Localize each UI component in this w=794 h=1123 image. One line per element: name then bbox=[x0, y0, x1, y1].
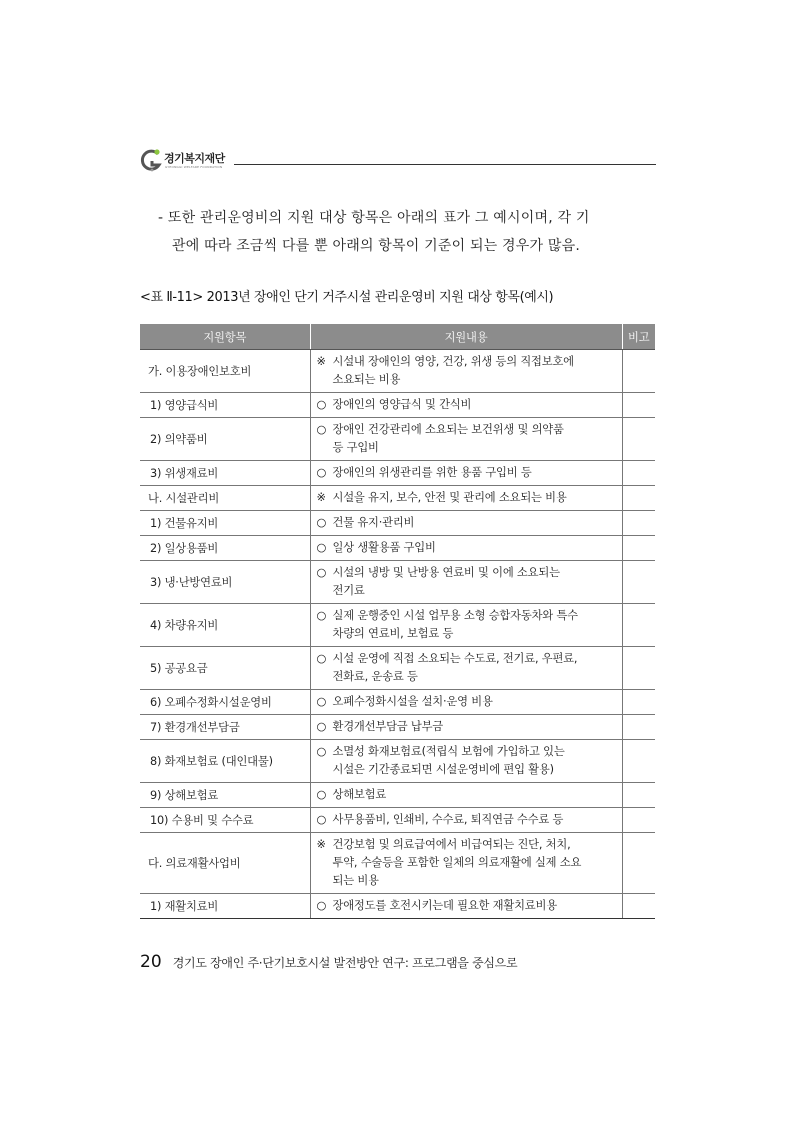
support-content-cell bbox=[310, 461, 622, 486]
note-cell bbox=[622, 894, 655, 919]
support-item-cell bbox=[140, 418, 310, 461]
support-item-label: 나. 시설관리비 bbox=[148, 492, 220, 505]
table-row bbox=[140, 486, 655, 511]
support-content-cell bbox=[310, 393, 622, 418]
support-content-cell bbox=[310, 740, 622, 783]
header-support-content: 지원내용 bbox=[310, 324, 622, 350]
note-cell bbox=[622, 418, 655, 461]
support-item-label: 다. 의료재활사업비 bbox=[148, 857, 241, 870]
support-content-cell bbox=[310, 350, 622, 393]
table-row bbox=[140, 461, 655, 486]
support-item-label: 10) 수용비 및 수수료 bbox=[150, 814, 254, 827]
table-caption: <표 Ⅱ-11> 2013년 장애인 단기 거주시설 관리운영비 지원 대상 항목(예시) bbox=[140, 290, 554, 305]
support-item-cell bbox=[140, 511, 310, 536]
support-content-cell bbox=[310, 511, 622, 536]
support-items-table bbox=[140, 324, 655, 919]
support-content-cell bbox=[310, 808, 622, 833]
table-row bbox=[140, 418, 655, 461]
support-content-line: 투약, 수술등을 포함한 일체의 의료재활에 실제 소요 bbox=[332, 856, 582, 869]
note-cell bbox=[622, 461, 655, 486]
intro-line-1: - 또한 관리운영비의 지원 대상 항목은 아래의 표가 그 예시이며, 각 기 bbox=[158, 210, 590, 226]
support-content-line: 시설을 유지, 보수, 안전 및 관리에 소요되는 비용 bbox=[332, 491, 567, 504]
page-number: 20 bbox=[140, 952, 162, 972]
org-name: 경기복지재단 bbox=[164, 152, 225, 165]
note-cell bbox=[622, 647, 655, 690]
note-cell bbox=[622, 715, 655, 740]
support-content-line: 환경개선부담금 납부금 bbox=[332, 720, 444, 733]
bullet-mark: ○ bbox=[316, 566, 327, 579]
support-item-label: 1) 재활치료비 bbox=[150, 900, 219, 913]
intro-paragraph bbox=[158, 204, 658, 260]
support-content-cell bbox=[310, 536, 622, 561]
header-divider bbox=[234, 164, 656, 165]
table-row bbox=[140, 894, 655, 919]
header-note: 비고 bbox=[622, 324, 655, 350]
support-content-line: 상해보험료 bbox=[332, 788, 387, 801]
bullet-mark: ○ bbox=[316, 609, 327, 622]
note-cell bbox=[622, 808, 655, 833]
foundation-logo-icon bbox=[140, 148, 162, 174]
support-item-label: 7) 환경개선부담금 bbox=[150, 721, 240, 734]
support-item-label: 1) 영양급식비 bbox=[150, 399, 219, 412]
support-content-line: 소멸성 화재보험료(적립식 보험에 가입하고 있는 bbox=[332, 745, 565, 758]
support-content-cell bbox=[310, 418, 622, 461]
bullet-mark: ○ bbox=[316, 813, 327, 826]
support-item-label: 2) 일상용품비 bbox=[150, 542, 219, 555]
reference-mark: ※ bbox=[316, 355, 326, 368]
support-content-line: 오폐수정화시설을 설치·운영 비용 bbox=[332, 695, 493, 708]
support-item-cell bbox=[140, 690, 310, 715]
table-row bbox=[140, 808, 655, 833]
support-item-cell bbox=[140, 461, 310, 486]
support-content-line: 시설은 기간종료되면 시설운영비에 편입 활용) bbox=[332, 763, 554, 776]
support-item-label: 가. 이용장애인보호비 bbox=[148, 365, 252, 378]
support-content-line: 소요되는 비용 bbox=[332, 373, 401, 386]
note-cell bbox=[622, 486, 655, 511]
bullet-mark: ○ bbox=[316, 541, 327, 554]
support-item-cell bbox=[140, 647, 310, 690]
support-content-cell bbox=[310, 715, 622, 740]
table-row bbox=[140, 647, 655, 690]
support-item-cell bbox=[140, 536, 310, 561]
bullet-mark: ○ bbox=[316, 745, 327, 758]
support-item-cell bbox=[140, 808, 310, 833]
support-item-label: 9) 상해보험료 bbox=[150, 789, 219, 802]
bullet-mark: ○ bbox=[316, 652, 327, 665]
bullet-mark: ○ bbox=[316, 516, 327, 529]
table-row bbox=[140, 604, 655, 647]
table-row bbox=[140, 393, 655, 418]
support-content-cell bbox=[310, 604, 622, 647]
intro-line-2: 관에 따라 조금씩 다를 뿐 아래의 항목이 기준이 되는 경우가 많음. bbox=[172, 238, 580, 254]
bullet-mark: ○ bbox=[316, 398, 327, 411]
support-content-line: 일상 생활용품 구입비 bbox=[332, 541, 436, 554]
note-cell bbox=[622, 740, 655, 783]
support-item-label: 4) 차량유지비 bbox=[150, 619, 219, 632]
table-row bbox=[140, 350, 655, 393]
bullet-mark: ○ bbox=[316, 788, 327, 801]
support-content-cell bbox=[310, 561, 622, 604]
table-row bbox=[140, 740, 655, 783]
table-row bbox=[140, 690, 655, 715]
support-item-cell bbox=[140, 350, 310, 393]
table-row bbox=[140, 511, 655, 536]
table-row bbox=[140, 715, 655, 740]
note-cell bbox=[622, 511, 655, 536]
table-header-row bbox=[140, 324, 655, 350]
support-content-cell bbox=[310, 783, 622, 808]
header-support-item: 지원항목 bbox=[140, 324, 310, 350]
support-content-cell bbox=[310, 833, 622, 894]
note-cell bbox=[622, 783, 655, 808]
bullet-mark: ○ bbox=[316, 466, 327, 479]
reference-mark: ※ bbox=[316, 491, 326, 504]
support-content-line: 장애인 건강관리에 소요되는 보건위생 및 의약품 bbox=[332, 423, 564, 436]
footer-title: 경기도 장애인 주·단기보호시설 발전방안 연구: 프로그램을 중심으로 bbox=[172, 956, 518, 970]
support-item-cell bbox=[140, 740, 310, 783]
org-subtitle: GYEONGGI WELFARE FOUNDATION bbox=[165, 165, 223, 169]
support-item-label: 5) 공공요금 bbox=[150, 662, 208, 675]
support-content-line: 등 구입비 bbox=[332, 441, 379, 454]
note-cell bbox=[622, 350, 655, 393]
page-footer bbox=[140, 952, 517, 972]
support-content-cell bbox=[310, 647, 622, 690]
support-item-label: 6) 오폐수정화시설운영비 bbox=[150, 696, 272, 709]
support-content-line: 시설 운영에 직접 소요되는 수도료, 전기료, 우편료, bbox=[332, 652, 578, 665]
support-content-cell bbox=[310, 690, 622, 715]
support-content-line: 장애인의 영양급식 및 간식비 bbox=[332, 398, 472, 411]
note-cell bbox=[622, 393, 655, 418]
note-cell bbox=[622, 604, 655, 647]
reference-mark: ※ bbox=[316, 838, 326, 851]
support-content-line: 건물 유지·관리비 bbox=[332, 516, 415, 529]
note-cell bbox=[622, 833, 655, 894]
page-header bbox=[140, 146, 656, 178]
table-row bbox=[140, 561, 655, 604]
bullet-mark: ○ bbox=[316, 899, 327, 912]
support-item-cell bbox=[140, 783, 310, 808]
table-row bbox=[140, 833, 655, 894]
support-item-label: 1) 건물유지비 bbox=[150, 517, 219, 530]
support-content-line: 시설의 냉방 및 난방용 연료비 및 이에 소요되는 bbox=[332, 566, 560, 579]
bullet-mark: ○ bbox=[316, 695, 327, 708]
support-content-line: 장애정도를 호전시키는데 필요한 재활치료비용 bbox=[332, 899, 557, 912]
support-item-label: 3) 냉·난방연료비 bbox=[150, 576, 233, 589]
note-cell bbox=[622, 690, 655, 715]
bullet-mark: ○ bbox=[316, 720, 327, 733]
support-content-line: 차량의 연료비, 보험료 등 bbox=[332, 627, 454, 640]
support-content-line: 전화료, 운송료 등 bbox=[332, 670, 418, 683]
support-item-cell bbox=[140, 486, 310, 511]
support-item-cell bbox=[140, 604, 310, 647]
support-item-label: 3) 위생재료비 bbox=[150, 467, 219, 480]
note-cell bbox=[622, 561, 655, 604]
support-item-label: 8) 화재보험료 (대인대물) bbox=[150, 755, 273, 768]
support-content-line: 전기료 bbox=[332, 584, 365, 597]
support-content-line: 사무용품비, 인쇄비, 수수료, 퇴직연금 수수료 등 bbox=[332, 813, 564, 826]
support-content-cell bbox=[310, 894, 622, 919]
bullet-mark: ○ bbox=[316, 423, 327, 436]
support-item-cell bbox=[140, 833, 310, 894]
support-content-line: 건강보험 및 의료급여에서 비급여되는 진단, 처치, bbox=[332, 838, 571, 851]
support-content-cell bbox=[310, 486, 622, 511]
note-cell bbox=[622, 536, 655, 561]
support-item-cell bbox=[140, 561, 310, 604]
support-content-line: 시설내 장애인의 영양, 건강, 위생 등의 직접보호에 bbox=[332, 355, 574, 368]
support-content-line: 실제 운행중인 시설 업무용 소형 승합자동차와 특수 bbox=[332, 609, 578, 622]
support-item-cell bbox=[140, 715, 310, 740]
support-item-label: 2) 의약품비 bbox=[150, 433, 208, 446]
support-content-line: 장애인의 위생관리를 위한 용품 구입비 등 bbox=[332, 466, 532, 479]
support-item-cell bbox=[140, 393, 310, 418]
table-row bbox=[140, 536, 655, 561]
support-content-line: 되는 비용 bbox=[332, 874, 379, 887]
support-item-cell bbox=[140, 894, 310, 919]
table-row bbox=[140, 783, 655, 808]
